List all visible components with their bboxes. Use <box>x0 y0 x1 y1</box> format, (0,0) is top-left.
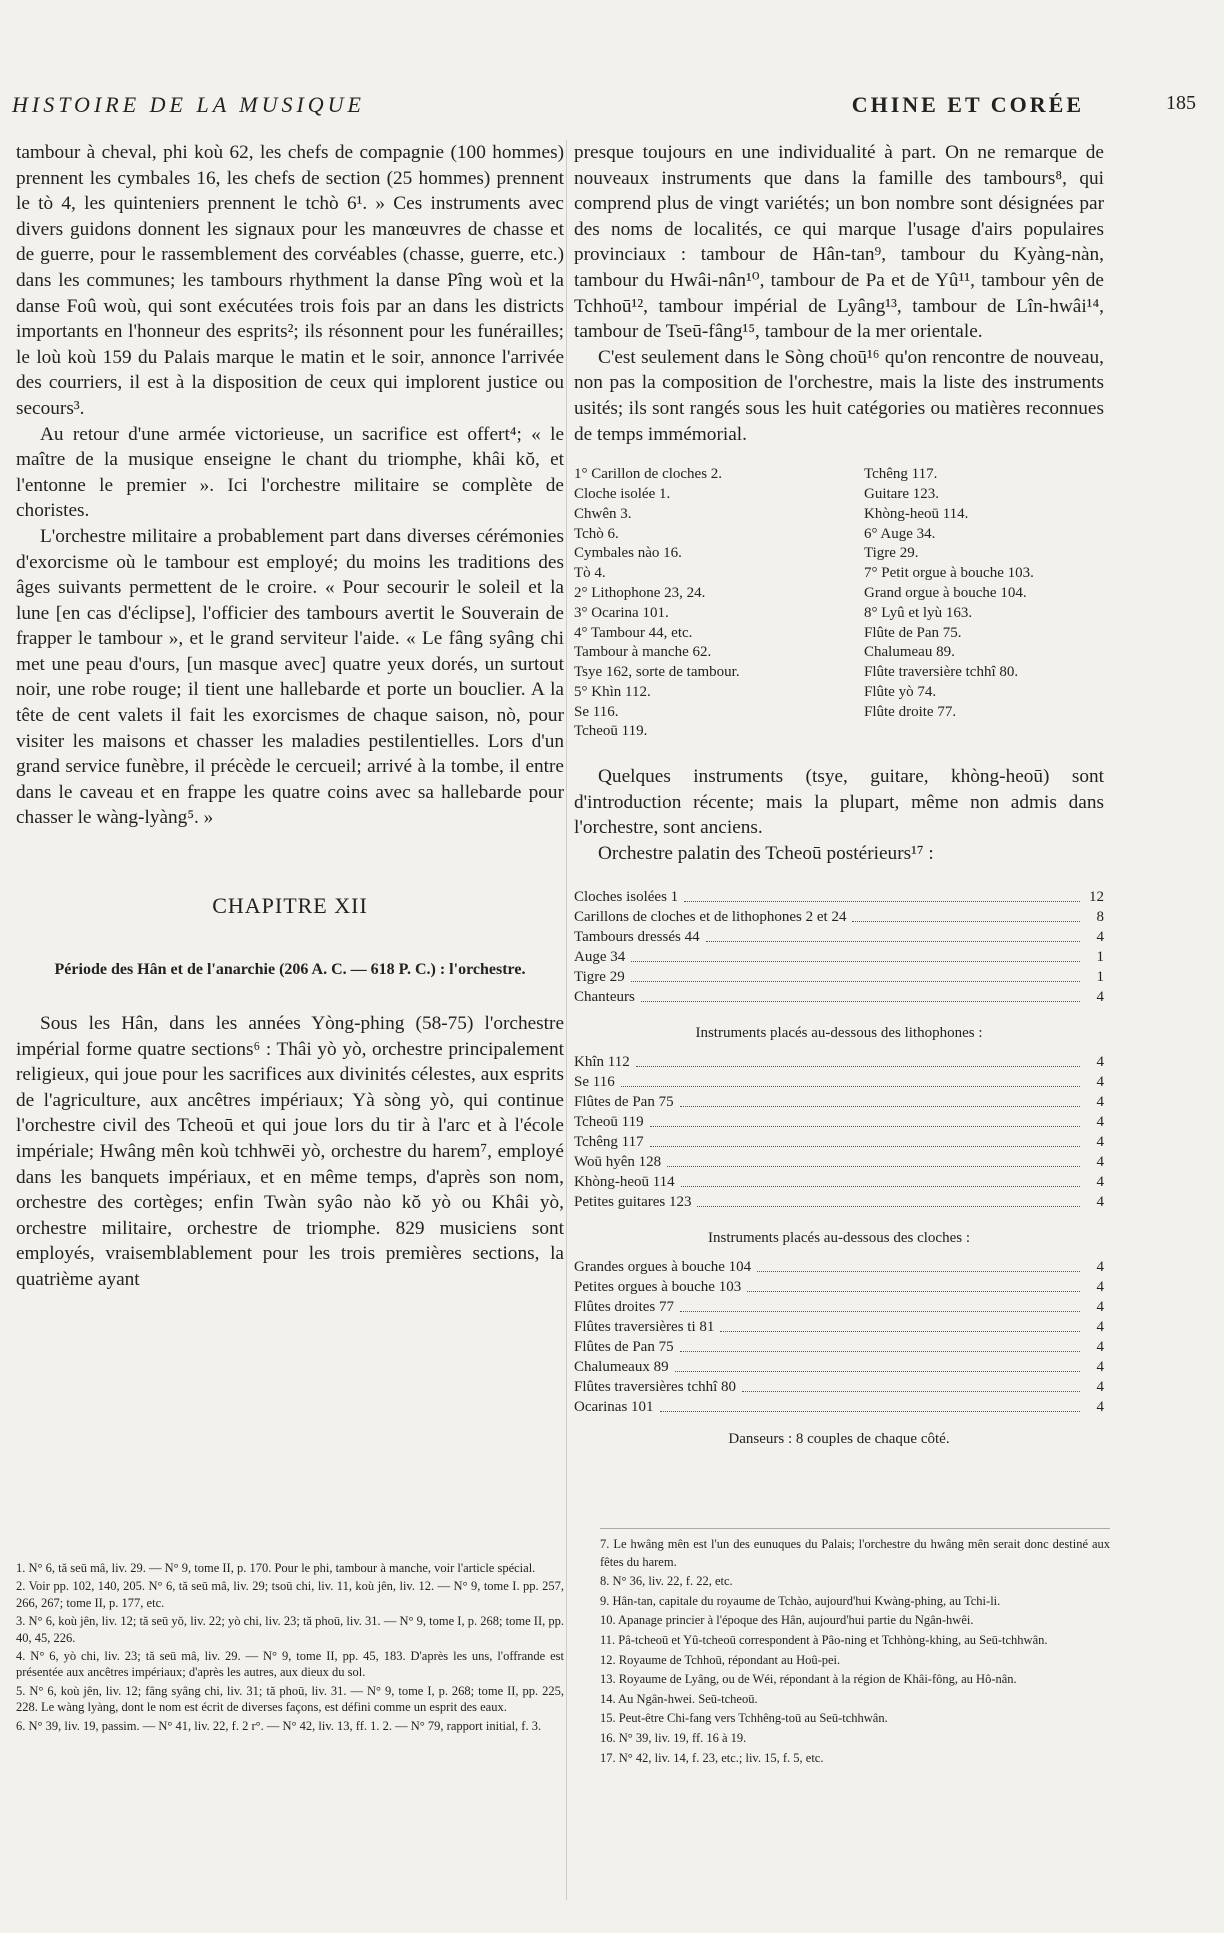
running-header <box>12 92 1196 132</box>
instrument-name: Flûtes traversières tchhî 80 <box>574 1378 737 1395</box>
instrument-count: 4 <box>1096 1338 1104 1355</box>
subheading: Instruments placés au-dessous des lithophones : <box>695 1024 983 1041</box>
footnote: 8. N° 36, liv. 22, f. 22, etc. <box>600 1574 733 1589</box>
paragraph: Quelques instruments (tsye, guitare, khòng-heoū) sont d'introduction récente; mais la plupart, même non admis dans l'orchestre, sont anciens. <box>574 766 1104 839</box>
instrument-name: Chalumeaux 89 <box>574 1358 669 1375</box>
instrument-count: 4 <box>1096 1153 1104 1170</box>
footnote: 1. N° 6, tă seū mâ, liv. 29. — N° 9, tome II, p. 170. Pour le phi, tambour à manche, voir l'article spécial. <box>16 1561 536 1575</box>
instrument-name: Ocarinas 101 <box>574 1398 654 1415</box>
category-item: Tsye 162, sorte de tambour. <box>574 664 740 681</box>
footnote: 5. N° 6, koù jên, liv. 12; fâng syâng chi, liv. 31; tă phoū, liv. 31. — N° 9, tome I, p. 268; tome II, pp. 225, 228. Le wàng lyàng, dont le nom est écrit de diverses façons, est défini comme un esprit des eaux. <box>16 1683 564 1715</box>
instrument-name: Tcheoū 119 <box>574 1113 644 1130</box>
header-left-title: HISTOIRE DE LA MUSIQUE <box>12 92 365 117</box>
instrument-row <box>574 1092 1104 1112</box>
footnote: 11. Pâ-tcheoū et Yû-tcheoū correspondent à Pâo-ning et Tchhòng-khing, au Seū-tchhwân. <box>600 1632 1048 1647</box>
instrument-name: Flûtes de Pan 75 <box>574 1093 674 1110</box>
category-item: Cloche isolée 1. <box>574 485 671 502</box>
instrument-row <box>574 927 1104 947</box>
instrument-count: 4 <box>1096 1278 1104 1295</box>
footnote: 14. Au Ngân-hwei. Seū-tcheoū. <box>600 1691 758 1706</box>
footnote: 17. N° 42, liv. 14, f. 23, etc.; liv. 15, f. 5, etc. <box>600 1750 824 1765</box>
category-item: Tchò 6. <box>574 525 619 542</box>
leader-dots <box>667 1166 1080 1167</box>
leader-dots <box>641 1001 1080 1002</box>
instrument-row <box>574 1132 1104 1152</box>
orchestra-list <box>574 887 1104 1007</box>
category-item: Tambour à manche 62. <box>574 644 712 661</box>
instrument-name: Flûtes traversières ti 81 <box>574 1318 715 1335</box>
category-item: Flûte de Pan 75. <box>864 624 962 641</box>
leader-dots <box>697 1206 1080 1207</box>
category-item: 4° Tambour 44, etc. <box>574 624 693 641</box>
instrument-count: 4 <box>1096 1133 1104 1150</box>
instrument-row <box>574 887 1104 907</box>
instrument-count: 1 <box>1096 948 1104 965</box>
category-item: Flûte droite 77. <box>864 703 957 720</box>
category-item: Tigre 29. <box>864 545 919 562</box>
instrument-name: Flûtes de Pan 75 <box>574 1338 674 1355</box>
paragraph: Au retour d'une armée victorieuse, un sacrifice est offert⁴; « le maître de la musique enseigne le chant du triomphe, khâi kŏ, et l'entonne le premier ». Ici l'orchestre militaire se complète de choristes. <box>16 423 564 522</box>
instrument-row <box>574 1072 1104 1092</box>
instrument-name: Tchêng 117 <box>574 1133 644 1150</box>
leader-dots <box>631 981 1080 982</box>
footnote: 2. Voir pp. 102, 140, 205. N° 6, tă seū mâ, liv. 29; tsoū chi, liv. 11, koù jên, liv. 12. — N° 9, tome I. pp. 257, 266, 267; tome II, p. 177, etc. <box>16 1579 564 1610</box>
instrument-name: Khîn 112 <box>574 1053 630 1070</box>
leader-dots <box>706 941 1080 942</box>
instrument-name: Flûtes droites 77 <box>574 1298 674 1315</box>
instrument-row <box>574 1297 1104 1317</box>
category-item: 7° Petit orgue à bouche 103. <box>864 565 1034 582</box>
leader-dots <box>636 1066 1080 1067</box>
category-item: 2° Lithophone 23, 24. <box>574 584 706 601</box>
instrument-row <box>574 1112 1104 1132</box>
instrument-count: 1 <box>1096 968 1104 985</box>
category-item: 1° Carillon de cloches 2. <box>574 466 723 483</box>
instrument-count: 4 <box>1096 1398 1104 1415</box>
category-item: 8° Lyû et lyù 163. <box>864 604 973 621</box>
instrument-row <box>574 1277 1104 1297</box>
leader-dots <box>720 1331 1080 1332</box>
leader-dots <box>684 901 1080 902</box>
instrument-name: Chanteurs <box>574 988 635 1005</box>
instrument-row <box>574 987 1104 1007</box>
instrument-count: 8 <box>1096 908 1104 925</box>
category-item: Cymbales nào 16. <box>574 545 682 562</box>
footnote: 3. N° 6, koù jên, liv. 12; tă seū yŏ, liv. 22; yò chi, liv. 23; tă phoū, liv. 31. — N° 9, tome I, p. 268; tome II, pp. 40, 45, 226. <box>16 1614 564 1645</box>
category-item: Grand orgue à bouche 104. <box>864 584 1027 601</box>
instrument-count: 4 <box>1096 1358 1104 1375</box>
instrument-count: 4 <box>1096 1073 1104 1090</box>
footnote: 10. Apanage princier à l'époque des Hân, aujourd'hui partie du Ngân-hwêi. <box>600 1613 974 1628</box>
leader-dots <box>631 961 1080 962</box>
instrument-name: Petites guitares 123 <box>574 1193 692 1210</box>
instrument-row <box>574 1377 1104 1397</box>
instrument-row <box>574 1337 1104 1357</box>
instrument-name: Se 116 <box>574 1073 615 1090</box>
instrument-count: 4 <box>1096 988 1104 1005</box>
leader-dots <box>747 1291 1080 1292</box>
left-column <box>16 140 564 1293</box>
category-item: Khòng-heoū 114. <box>864 505 969 522</box>
paragraph: L'orchestre militaire a probablement part dans diverses cérémonies d'exorcisme où le tambour est employé; du moins les traditions des âges suivants permettent de le croire. « Pour secourir le soleil et la lune [en cas d'éclipse], l'officier des tambours avertit le Souverain de frapper le tambour », et le grand serviteur l'aide. « Le fâng syâng chi met une peau d'ours, [un masque avec] quatre yeux dorés, un surtout noir, une robe rouge; il tient une hallebarde et porte un bouclier. A la tête de cent valets il fait les exorcismes de chaque saison, nò, pour visiter les maisons et chasser les maladies pestilentielles. Lors d'un grand service funèbre, il précède le cercueil; arrivé à la tombe, il entre dans le caveau et en frappe les quatre coins avec sa hallebarde pour chasser le wàng-lyàng⁵. » <box>16 525 564 829</box>
footnote: 15. Peut-être Chi-fang vers Tchhêng-toū au Seū-tchhwân. <box>600 1711 888 1726</box>
instrument-row <box>574 1152 1104 1172</box>
leader-dots <box>680 1311 1080 1312</box>
category-item: Tchêng 117. <box>864 466 938 483</box>
subheading: Instruments placés au-dessous des cloches : <box>707 1229 971 1246</box>
leader-dots <box>757 1271 1080 1272</box>
instrument-name: Khòng-heoū 114 <box>574 1173 675 1190</box>
leader-dots <box>852 921 1080 922</box>
lithophone-list <box>574 1052 1104 1212</box>
instrument-count: 4 <box>1096 1258 1104 1275</box>
instrument-count: 4 <box>1096 1113 1104 1130</box>
category-item: Guitare 123. <box>864 485 939 502</box>
instrument-row <box>574 1257 1104 1277</box>
category-item: Flûte yò 74. <box>864 683 937 700</box>
leader-dots <box>680 1351 1080 1352</box>
instrument-row <box>574 1172 1104 1192</box>
footnote: 13. Royaume de Lyâng, ou de Wéi, répondant à la région de Khâi-fông, au Hô-nân. <box>600 1672 1017 1687</box>
chapter-title: CHAPITRE XII <box>212 893 368 919</box>
instrument-count: 4 <box>1096 1378 1104 1395</box>
footnote: 9. Hân-tan, capitale du royaume de Tchào, aujourd'hui Kwàng-phing, au Tchi-li. <box>600 1593 1001 1608</box>
leader-dots <box>650 1146 1080 1147</box>
footnote: 4. N° 6, yò chi, liv. 23; tă seū mâ, liv. 29. — N° 9, tome II, pp. 45, 183. D'après les uns, l'offrande est présentée aux ancêtres impériaux; d'après les autres, aux dieux du sol. <box>16 1649 564 1680</box>
leader-dots <box>621 1086 1080 1087</box>
bells-list <box>574 1257 1104 1417</box>
leader-dots <box>650 1126 1080 1127</box>
header-right-title: CHINE ET CORÉE <box>851 92 1084 117</box>
category-item: 5° Khìn 112. <box>574 683 651 700</box>
paragraph: tambour à cheval, phi koù 62, les chefs de compagnie (100 hommes) prennent les cymbales 16, les chefs de section (25 hommes) prennent le tò 4, les quinteniers prennent le tchò 6¹. » Ces instruments avec divers guidons donnent les signaux pour les manœuvres de chasse et de guerre, pour le rassemblement des corvéables (chasse, guerre, etc.) dans les communes; les tambours rhythment la danse Pîng woù et la danse Foû woù, qui sont exécutées trois fois par an dans les districts importants en l'honneur des esprits²; ils résonnent pour les funérailles; le loù koù 159 du Palais marque le matin et le soir, annonce l'arrivée des courriers, il est à la disposition de ceux qui implorent justice ou secours³. <box>16 142 564 419</box>
instrument-row <box>574 1052 1104 1072</box>
category-item: Tò 4. <box>574 565 606 582</box>
column-divider <box>566 140 567 1900</box>
category-item: Chwên 3. <box>574 505 632 522</box>
instrument-name: Woū hyên 128 <box>574 1153 662 1170</box>
footnotes-left <box>16 1560 564 1736</box>
leader-dots <box>660 1411 1080 1412</box>
category-item: 3° Ocarina 101. <box>574 604 669 621</box>
instrument-count: 4 <box>1096 1298 1104 1315</box>
instrument-count: 12 <box>1089 888 1104 905</box>
instrument-row <box>574 1192 1104 1212</box>
orchestra-title: Orchestre palatin des Tcheoū postérieurs¹⁷ : <box>598 843 934 865</box>
instrument-name: Tigre 29 <box>574 968 625 985</box>
instrument-name: Auge 34 <box>574 948 626 965</box>
page-number: 185 <box>1166 92 1196 114</box>
right-column <box>574 140 1104 1448</box>
category-item: Flûte traversière tchhî 80. <box>864 664 1019 681</box>
category-item: Se 116. <box>574 703 619 720</box>
paragraph: Sous les Hân, dans les années Yòng-phing (58-75) l'orchestre impérial forme quatre sections⁶ : Thâi yò yò, orchestre principalement religieux, qui joue pour les sacrifices aux divinités célestes, aux esprits de l'agriculture, aux ancêtres impériaux; Yà sòng yò, qui continue l'orchestre civil des Tcheoū et qui joue lors du tir à l'arc et à l'école impériale; Hwâng mên koù tchhwēi yò, orchestre du harem⁷, employé dans les banquets impériaux, et en même temps, d'après son nom, orchestre des cortèges; enfin Twàn syâo nào kŏ yò ou Khâi yò, orchestre militaire, orchestre de triomphe. 829 musiciens sont employés, vraisemblablement pour les trois premières sections, la quatrième ayant <box>16 1013 564 1290</box>
leader-dots <box>680 1106 1080 1107</box>
instrument-row <box>574 947 1104 967</box>
categories-right-list <box>864 465 1104 742</box>
instrument-row <box>574 907 1104 927</box>
instrument-name: Carillons de cloches et de lithophones 2 et 24 <box>574 908 847 925</box>
footnote: 6. N° 39, liv. 19, passim. — N° 41, liv. 22, f. 2 r°. — N° 42, liv. 13, ff. 1. 2. — N° 79, rapport initial, f. 3. <box>16 1718 542 1733</box>
instrument-row <box>574 1357 1104 1377</box>
footnotes-right <box>600 1536 1110 1769</box>
dancers-note: Danseurs : 8 couples de chaque côté. <box>728 1430 950 1447</box>
instrument-name: Grandes orgues à bouche 104 <box>574 1258 752 1275</box>
instrument-count: 4 <box>1096 1318 1104 1335</box>
instrument-categories <box>574 465 1104 742</box>
instrument-count: 4 <box>1096 1053 1104 1070</box>
instrument-row <box>574 967 1104 987</box>
instrument-count: 4 <box>1096 1193 1104 1210</box>
footnote-separator <box>600 1528 1110 1529</box>
leader-dots <box>681 1186 1080 1187</box>
instrument-name: Cloches isolées 1 <box>574 888 679 905</box>
paragraph: presque toujours en une individualité à part. On ne remarque de nouveaux instruments que dans la famille des tambours⁸, qui comprend plus de vingt variétés; un bon nombre sont désignées par des noms de localités, ce qui marque l'usage d'airs populaires provinciaux : tambour de Hân-tan⁹, tambour du Kyàng-nàn, tambour du Hwâi-nân¹⁰, tambour de Pa et de Yû¹¹, tambour yên de Tchhoū¹², tambour impérial de Lyâng¹³, tambour de Lîn-hwâi¹⁴, tambour de Tseū-fâng¹⁵, tambour de la mer orientale. <box>574 142 1104 343</box>
instrument-count: 4 <box>1096 1093 1104 1110</box>
leader-dots <box>675 1371 1080 1372</box>
categories-left-list <box>574 465 864 742</box>
footnote: 12. Royaume de Tchhoū, répondant au Hoû-pei. <box>600 1652 841 1667</box>
leader-dots <box>742 1391 1080 1392</box>
instrument-count: 4 <box>1096 928 1104 945</box>
instrument-name: Petites orgues à bouche 103 <box>574 1278 742 1295</box>
instrument-row <box>574 1397 1104 1417</box>
footnote: 16. N° 39, liv. 19, ff. 16 à 19. <box>600 1730 747 1745</box>
instrument-count: 4 <box>1096 1173 1104 1190</box>
category-item: Chalumeau 89. <box>864 644 955 661</box>
category-item: 6° Auge 34. <box>864 525 936 542</box>
category-item: Tcheoū 119. <box>574 723 648 740</box>
section-title: Période des Hân et de l'anarchie (206 A. C. — 618 P. C.) : l'orchestre. <box>54 961 526 979</box>
instrument-row <box>574 1317 1104 1337</box>
footnote: 7. Le hwâng mên est l'un des eunuques du Palais; l'orchestre du hwâng mên serait donc destiné aux fêtes du harem. <box>600 1537 1110 1569</box>
paragraph: C'est seulement dans le Sòng choū¹⁶ qu'on rencontre de nouveau, non pas la composition de l'orchestre, mais la liste des instruments usités; ils sont rangés sous les huit catégories ou matières reconnues de temps immémorial. <box>574 346 1104 445</box>
instrument-name: Tambours dressés 44 <box>574 928 700 945</box>
